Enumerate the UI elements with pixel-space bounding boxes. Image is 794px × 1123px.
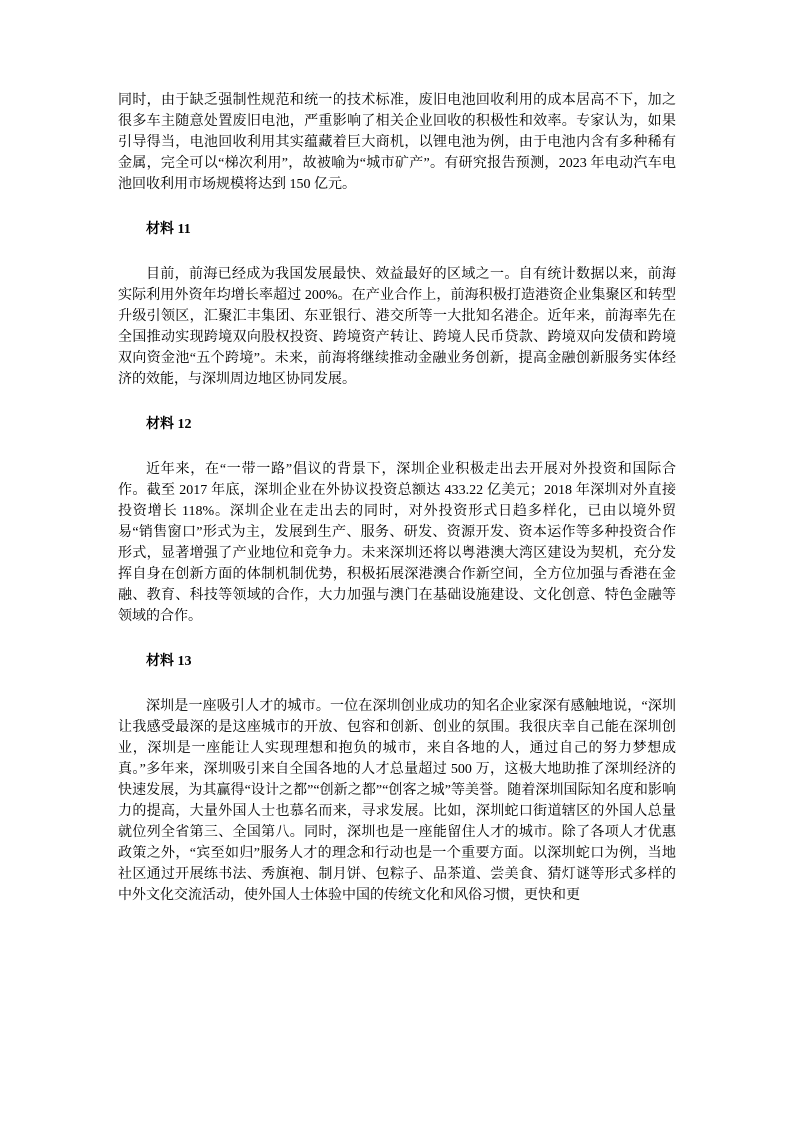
section-paragraph: 深圳是一座吸引人才的城市。一位在深圳创业成功的知名企业家深有感触地说，“深圳让我感受最深的是这座城市的开放、包容和创新、创业的氛围。我很庆幸自己能在深圳创业，深圳是一座能让人实现理想和抱负的城市，来自各地的人，通过自己的努力梦想成真。”多年来，深圳吸引来自全国各地的人才总量超过 500 万，这极大地助推了深圳经济的快速发展，为其赢得“设计之都”“创新之都”“创客之城”等美誉。随着深圳国际知名度和影响力的提高，大量外国人士也慕名而来，寻求发展。比如，深圳蛇口街道辖区的外国人总量就位列全省第三、全国第八。同时，深圳也是一座能留住人才的城市。除了各项人才优惠政策之外，“宾至如归”服务人才的理念和行动也是一个重要方面。以深圳蛇口为例，当地社区通过开展练书法、秀旗袍、制月饼、包粽子、品茶道、尝美食、猜灯谜等形式多样的中外文化交流活动，使外国人士体验中国的传统文化和风俗习惯，更快和更 (118, 699, 676, 903)
section-heading: 材料 12 (146, 417, 192, 432)
section-heading: 材料 13 (146, 654, 192, 669)
section-heading: 材料 11 (146, 222, 191, 237)
section-material-12 (118, 414, 676, 627)
section-paragraph: 目前，前海已经成为我国发展最快、效益最好的区域之一。自有统计数据以来，前海实际利用外资年均增长率超过 200%。在产业合作上，前海积极打造港资企业集聚区和转型升级引领区，汇聚汇丰集团、东亚银行、港交所等一大批知名港企。近年来，前海率先在全国推动实现跨境双向股权投资、跨境资产转让、跨境人民币贷款、跨境双向发债和跨境双向资金池“五个跨境”。未来，前海将继续推动金融业务创新，提高金融创新服务实体经济的效能，与深圳周边地区协同发展。 (118, 267, 676, 387)
section-paragraph: 近年来，在“一带一路”倡议的背景下，深圳企业积极走出去开展对外投资和国际合作。截至 2017 年底，深圳企业在外协议投资总额达 433.22 亿美元；2018 年深圳对外直接投资增长 118%。深圳企业在走出去的同时，对外投资形式日趋多样化，已由以境外贸易“销售窗口”形式为主，发展到生产、服务、研发、资源开发、资本运作等多种投资合作形式，显著增强了产业地位和竞争力。未来深圳还将以粤港澳大湾区建设为契机，充分发挥自身在创新方面的体制机制优势，积极拓展深港澳合作新空间，全方位加强与香港在金融、教育、科技等领域的合作，大力加强与澳门在基础设施建设、文化创意、特色金融等领域的合作。 (118, 462, 676, 624)
section-material-11 (118, 219, 676, 390)
section-material-13 (118, 651, 676, 906)
continuation-paragraph: 同时，由于缺乏强制性规范和统一的技术标准，废旧电池回收利用的成本居高不下，加之很多车主随意处置废旧电池，严重影响了相关企业回收的积极性和效率。专家认为，如果引导得当，电池回收利用其实蕴藏着巨大商机，以锂电池为例，由于电池内含有多种稀有金属，完全可以“梯次利用”，故被喻为“城市矿产”。有研究报告预测，2023 年电动汽车电池回收利用市场规模将达到 150 亿元。 (118, 93, 676, 192)
